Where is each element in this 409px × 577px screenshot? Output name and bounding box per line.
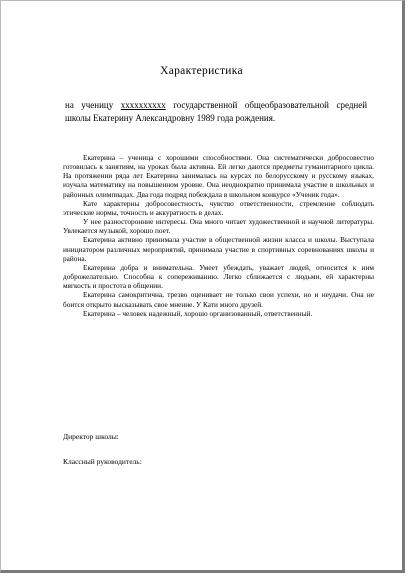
document-title: Характеристика xyxy=(160,65,243,77)
paragraph-traits: Кате характерны добросовестность, чувство ответственности, стремление соблюдать этические нормы, точность и аккуратность в делах. xyxy=(63,198,374,217)
student-name-placeholder: хххххххххх xyxy=(120,100,166,110)
subject-prefix: на ученицу xyxy=(65,100,114,110)
document-subject xyxy=(65,99,367,124)
paragraph-social-life: Екатерина активно принимала участие в общественной жизни класса и школы. Выступала инициатором различных мероприятий, принимала участие в спортивных соревнованиях школы и района. xyxy=(63,235,374,263)
characteristic-body xyxy=(63,153,374,318)
paragraph-interests: У нее разносторонние интересы. Она много читает художественной и научной литературы. Увлекается музыкой, хорошо поет. xyxy=(63,217,374,236)
class-teacher-signature-line: Классный руководитель: xyxy=(63,457,142,466)
paragraph-self-criticism: Екатерина самокритична, трезво оценивает не только свои успехи, но и неудачи. Она не боится открыто высказывать свое мнение. У Кати много друзей. xyxy=(63,290,374,309)
paragraph-character: Екатерина добра и внимательна. Умеет убеждать, уважает людей, относится к ним доброжелательно. Способна к сопереживанию. Легко сближается с людьми, ей характерны мягкость и простота в общении. xyxy=(63,262,374,291)
director-signature-line: Директор школы: xyxy=(63,432,119,441)
subject-rest: государственной общеобразовательной средней школы Екатерину Александровну 1989 года рождения. xyxy=(65,100,368,123)
paragraph-abilities: Екатерина – ученица с хорошими способностями. Она систематически добросовестно готовилась к занятиям, на уроках была активна. Ей легко даются предметы гуманитарного цикла. На протяжении ряда лет Екатерина занималась на курсах по белорусскому и русскому языках, изучала математику на повышенном уровне. Она неоднократно принимала участие в школьных и районных олимпиадах. Два года подряд побеждала в школьном конкурсе «Ученик года». xyxy=(63,153,374,199)
paragraph-conclusion: Екатерина – человек надежный, хорошо организованный, ответственный. xyxy=(83,308,313,318)
